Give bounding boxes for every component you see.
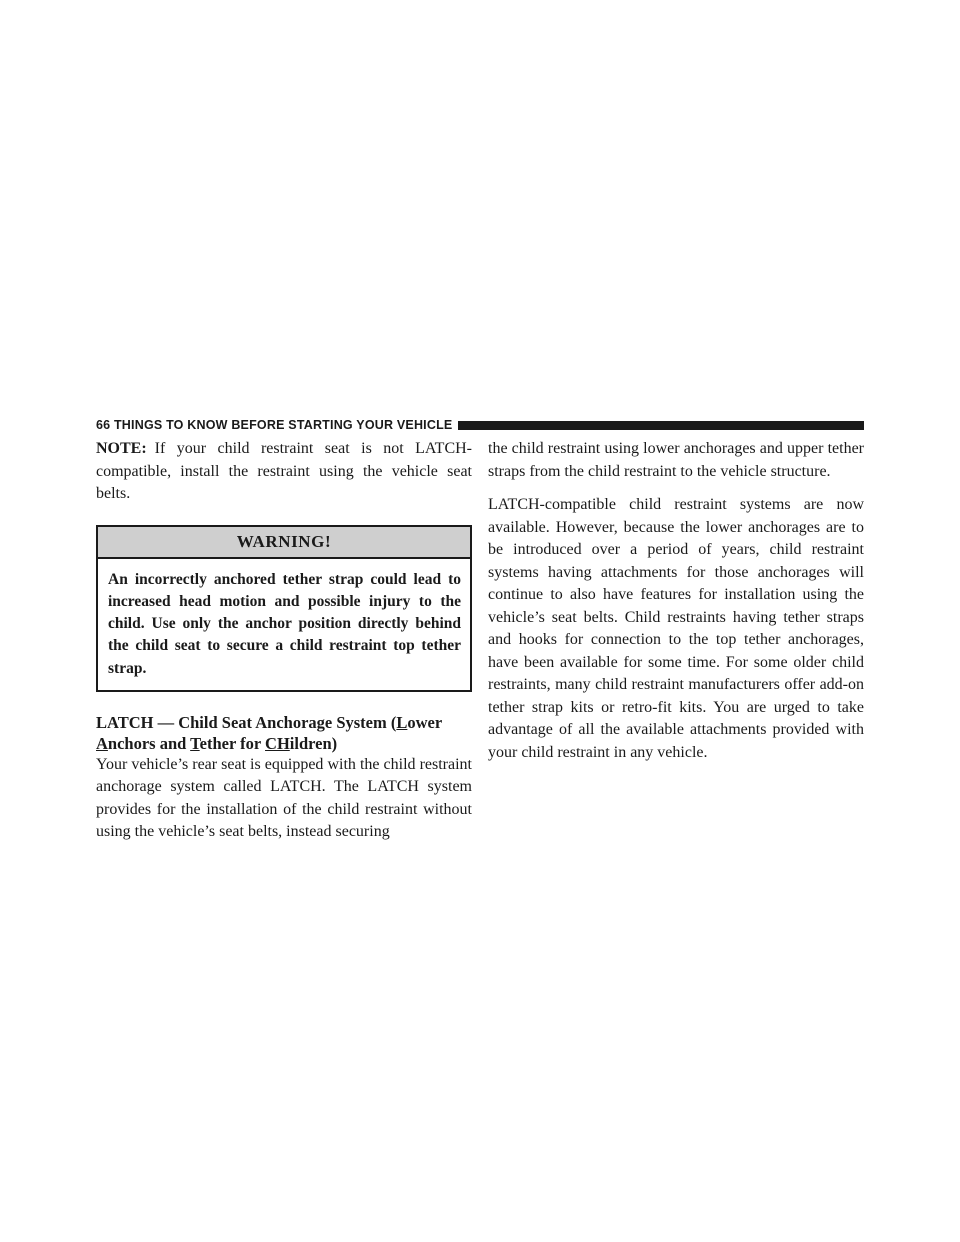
latch-heading-underlined: T	[190, 733, 200, 753]
note-paragraph	[96, 438, 472, 506]
latch-heading-underlined: A	[96, 733, 108, 753]
warning-box	[96, 525, 472, 692]
right-paragraph-1: the child restraint using lower anchorages and upper tether straps from the child restraint to the vehicle structure.	[488, 440, 864, 480]
latch-heading	[96, 712, 472, 754]
latch-heading-part: LATCH — Child Seat Anchorage System (	[96, 712, 397, 732]
left-column	[96, 438, 472, 844]
latch-heading-underlined: L	[396, 712, 408, 732]
page-header	[96, 418, 864, 432]
latch-heading-underlined: CH	[265, 733, 290, 753]
header-rule	[458, 421, 864, 430]
right-paragraph-2: LATCH-compatible child restraint systems are now available. However, because the lower anchorages are to be introduced over a period of years, child restraint systems having attachments for those anchorages will continue to also have features for installation using the vehicle’s seat belts. Child restraints having tether straps and hooks for connection to the top tether anchorages, have been available for some time. For some older child restraints, many child restraint manufacturers offer add-on tether strap kits or retro-fit kits. You are urged to take advantage of all the available attachments provided with your child restraint in any vehicle.	[488, 496, 864, 761]
latch-body-paragraph: Your vehicle’s rear seat is equipped with the child restraint anchorage system called LATCH. The LATCH system provides for the installation of the child restraint without using the vehicle’s seat belts, instead securing	[96, 755, 472, 841]
warning-body: An incorrectly anchored tether strap could lead to increased head motion and possible injury to the child. Use only the anchor position directly behind the child seat to secure a child restraint top tether strap.	[108, 570, 461, 677]
note-label: NOTE:	[96, 440, 147, 457]
latch-heading-part: nchors and	[107, 733, 191, 753]
latch-heading-part: ildren)	[289, 733, 338, 753]
page-header-text: 66 THINGS TO KNOW BEFORE STARTING YOUR VEHICLE	[96, 418, 453, 432]
note-text: If your child restraint seat is not LATCH-compatible, install the restraint using the vehicle seat belts.	[96, 440, 472, 502]
latch-heading-part: ether for	[199, 733, 266, 753]
latch-heading-part: ower	[407, 712, 443, 732]
right-column	[488, 438, 864, 775]
warning-title: WARNING!	[98, 527, 470, 559]
